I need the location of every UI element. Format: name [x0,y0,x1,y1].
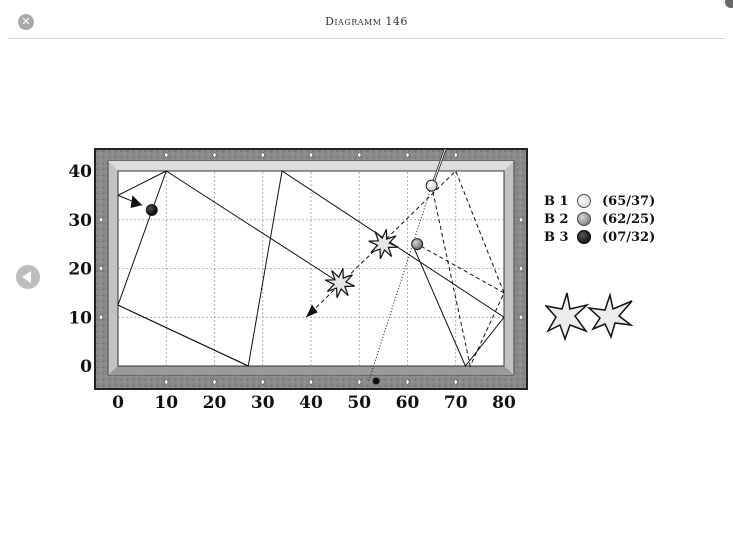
ball-2-icon [577,212,591,226]
cushion-bottom [108,366,514,375]
x-tick-label: 40 [299,393,323,413]
y-tick-label: 30 [68,210,92,231]
y-tick-label: 40 [68,162,92,182]
legend-row-b3 [544,228,664,246]
x-tick-label: 50 [347,393,372,413]
close-icon[interactable]: ✕ [18,14,34,30]
x-tick-label: 60 [395,393,420,413]
legend-coords: (07/32) [602,229,656,245]
ball-1-icon [577,194,591,208]
legend-label: B 3 [544,229,569,245]
legend-coords: (65/37) [602,193,656,209]
legend-coords: (62/25) [602,211,656,227]
x-tick-label: 0 [112,393,124,413]
x-tick-label: 70 [443,393,468,413]
legend-label: B 1 [544,193,569,209]
y-axis-ticks [68,162,92,377]
legend-label: B 2 [544,211,569,227]
y-tick-label: 0 [80,357,92,377]
x-tick-label: 20 [202,393,227,413]
ball-legend [544,192,664,246]
ball-3-icon [577,230,591,244]
x-axis-ticks [112,393,516,413]
x-tick-label: 10 [154,393,179,413]
legend-row-b2 [544,210,664,228]
legend-row-b1 [544,192,664,210]
ball-3-start-marker [373,378,380,385]
ball-1 [426,180,437,191]
x-tick-label: 30 [250,393,275,413]
ball-3 [146,205,157,216]
page-title: Diagramm 146 [325,15,408,28]
cushion-top [108,161,514,171]
y-tick-label: 20 [68,259,92,280]
x-tick-label: 80 [492,393,516,413]
ball-2 [412,239,423,250]
y-tick-label: 10 [68,308,92,329]
two-cushion-stars-icon [545,291,637,343]
